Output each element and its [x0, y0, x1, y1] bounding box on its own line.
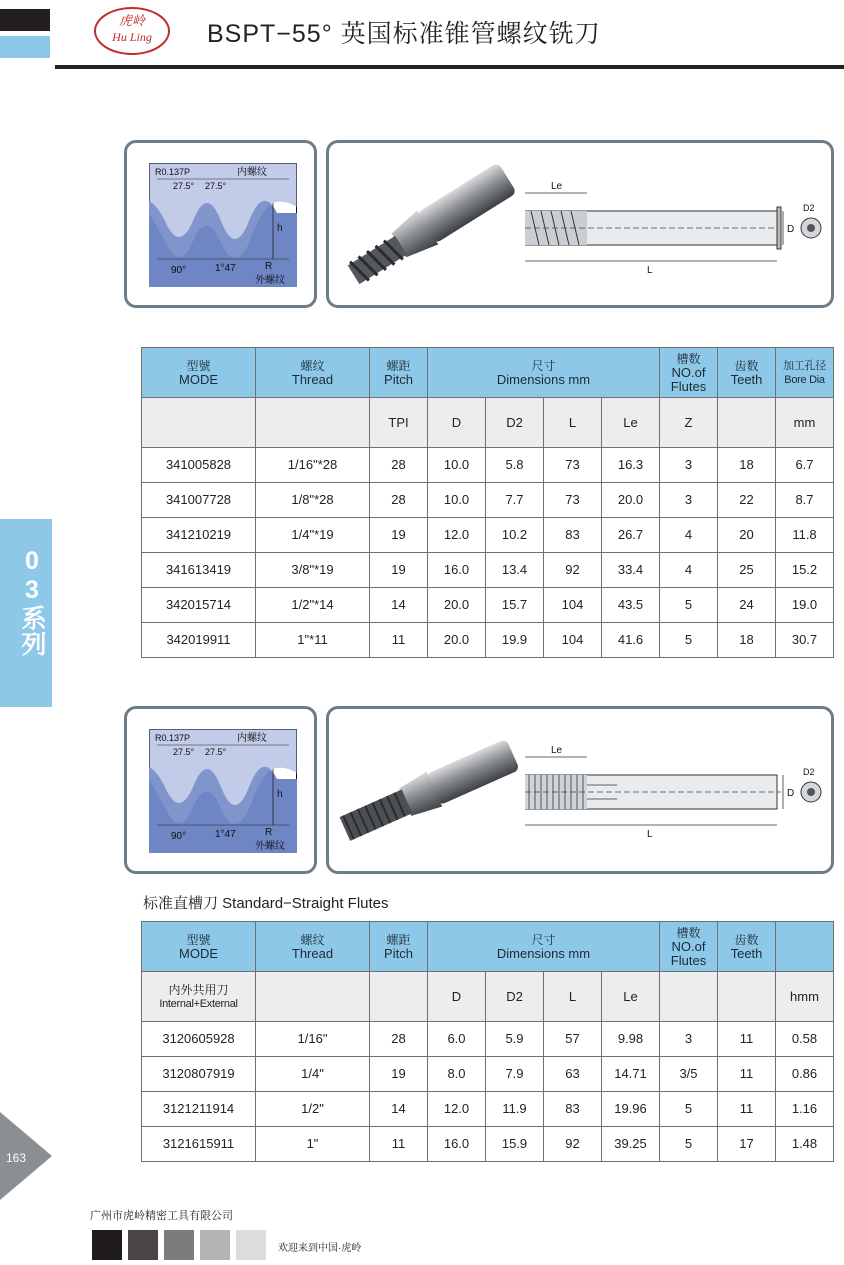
table-cell: 7.9 [486, 1057, 544, 1092]
table-cell: 1.48 [776, 1127, 834, 1162]
series-side-tab [0, 519, 52, 707]
table-cell: 6.7 [776, 448, 834, 483]
sub-cell: hmm [776, 972, 834, 1022]
straight-cutter-drawing [525, 737, 825, 857]
radius-label: R0.137P [155, 733, 191, 743]
table-cell: 1/4"*19 [256, 518, 370, 553]
table-cell: 83 [544, 1092, 602, 1127]
table-cell: 3 [660, 1022, 718, 1057]
table-cell: 14 [370, 1092, 428, 1127]
d2-label: D2 [803, 203, 815, 213]
angle-right-label: 27.5° [205, 181, 227, 191]
table-cell: 22 [718, 483, 776, 518]
table-cell: 73 [544, 483, 602, 518]
table-cell: 63 [544, 1057, 602, 1092]
table-cell: 18 [718, 448, 776, 483]
l-label: L [647, 829, 653, 840]
sub-cell-internal-external: 内外共用刀 Internal+External [142, 972, 256, 1022]
header-teeth: 齿数 Teeth [718, 348, 776, 398]
table-cell: 25 [718, 553, 776, 588]
table-row [142, 553, 834, 588]
table-cell: 57 [544, 1022, 602, 1057]
table-cell: 5 [660, 623, 718, 658]
table-cell: 341005828 [142, 448, 256, 483]
table-cell: 15.2 [776, 553, 834, 588]
table-cell: 39.25 [602, 1127, 660, 1162]
thread-profile-diagram [149, 163, 297, 287]
taper-label: 1°47 [215, 829, 236, 840]
table-row [142, 1092, 834, 1127]
external-thread-label: 外螺纹 [255, 275, 285, 286]
table-header-row [142, 348, 834, 398]
series-side-tab-label: 03系列 [18, 547, 46, 657]
table-cell: 20.0 [428, 623, 486, 658]
table-cell: 19 [370, 518, 428, 553]
h-label: h [277, 789, 283, 800]
table-cell: 19.9 [486, 623, 544, 658]
header-dimensions: 尺寸 Dimensions mm [428, 348, 660, 398]
table-cell: 83 [544, 518, 602, 553]
table-row [142, 588, 834, 623]
h-label: h [277, 223, 283, 234]
table-cell: 1" [256, 1127, 370, 1162]
table-cell: 12.0 [428, 518, 486, 553]
table-cell: 1/16"*28 [256, 448, 370, 483]
table-cell: 104 [544, 623, 602, 658]
angle-right-label: 27.5° [205, 747, 227, 757]
table-header-row [142, 922, 834, 972]
d2-label: D2 [803, 767, 815, 777]
table-cell: 3120605928 [142, 1022, 256, 1057]
color-swatch [236, 1230, 266, 1260]
table-cell: 12.0 [428, 1092, 486, 1127]
table-cell: 6.0 [428, 1022, 486, 1057]
table-cell: 73 [544, 448, 602, 483]
table-cell: 342019911 [142, 623, 256, 658]
right-angle-label: 90° [171, 831, 187, 842]
color-swatch [92, 1230, 122, 1260]
table-cell: 7.7 [486, 483, 544, 518]
table-row [142, 1127, 834, 1162]
color-swatch [200, 1230, 230, 1260]
table-cell: 16.0 [428, 553, 486, 588]
table-cell: 11 [370, 623, 428, 658]
table-cell: 20.0 [602, 483, 660, 518]
table-cell: 28 [370, 483, 428, 518]
table-cell: 3120807919 [142, 1057, 256, 1092]
header-empty [776, 922, 834, 972]
table-cell: 19 [370, 553, 428, 588]
table-row [142, 448, 834, 483]
table-cell: 20.0 [428, 588, 486, 623]
table-cell: 92 [544, 1127, 602, 1162]
tool-panel-2 [326, 706, 834, 874]
le-label: Le [551, 181, 563, 192]
table-cell: 342015714 [142, 588, 256, 623]
sub-cell: D [428, 398, 486, 448]
page-title: BSPT−55° 英国标准锥管螺纹铣刀 [207, 20, 601, 48]
table-subheader-row [142, 972, 834, 1022]
table-cell: 8.7 [776, 483, 834, 518]
sub-cell: Z [660, 398, 718, 448]
company-logo [94, 7, 170, 55]
table-row [142, 1022, 834, 1057]
table-cell: 0.86 [776, 1057, 834, 1092]
external-thread-label: 外螺纹 [255, 841, 285, 852]
sub-cell: D2 [486, 398, 544, 448]
header-mode: 型號 MODE [142, 922, 256, 972]
header-rule [55, 65, 844, 69]
company-name: 广州市虎岭精密工具有限公司 [90, 1210, 233, 1222]
sub-cell: Le [602, 398, 660, 448]
sub-cell: D [428, 972, 486, 1022]
table-row [142, 483, 834, 518]
table-cell: 92 [544, 553, 602, 588]
table-cell: 19.96 [602, 1092, 660, 1127]
color-swatch [164, 1230, 194, 1260]
table-cell: 41.6 [602, 623, 660, 658]
table-row [142, 1057, 834, 1092]
l-label: L [647, 265, 653, 276]
table-cell: 16.0 [428, 1127, 486, 1162]
table-cell: 10.0 [428, 448, 486, 483]
sub-cell [256, 398, 370, 448]
table-cell: 1"*11 [256, 623, 370, 658]
table-cell: 11 [718, 1092, 776, 1127]
taper-label: 1°47 [215, 263, 236, 274]
table-cell: 28 [370, 448, 428, 483]
header-bore-dia: 加工孔径 Bore Dia [776, 348, 834, 398]
straight-cutter-photo [333, 727, 523, 857]
header-thread: 螺纹 Thread [256, 348, 370, 398]
table-row [142, 623, 834, 658]
helical-cutter-photo [333, 161, 523, 291]
sub-cell [370, 972, 428, 1022]
table2-body [142, 1022, 834, 1162]
table-cell: 3/8"*19 [256, 553, 370, 588]
sub-cell: D2 [486, 972, 544, 1022]
table1-body [142, 448, 834, 658]
table-cell: 11.8 [776, 518, 834, 553]
table-cell: 13.4 [486, 553, 544, 588]
angle-left-label: 27.5° [173, 181, 195, 191]
helical-cutter-drawing [525, 173, 825, 293]
right-angle-label: 90° [171, 265, 187, 276]
table-cell: 19 [370, 1057, 428, 1092]
table-cell: 11 [370, 1127, 428, 1162]
header-mode: 型號 MODE [142, 348, 256, 398]
table-cell: 5 [660, 1127, 718, 1162]
table-cell: 3121615911 [142, 1127, 256, 1162]
table-cell: 1/2"*14 [256, 588, 370, 623]
r-label: R [265, 261, 273, 272]
header-flutes: 槽数 NO.of Flutes [660, 348, 718, 398]
table-cell: 26.7 [602, 518, 660, 553]
table-cell: 3 [660, 448, 718, 483]
d-label: D [787, 224, 795, 235]
straight-spec-table [141, 921, 834, 1162]
table-cell: 341613419 [142, 553, 256, 588]
table-cell: 5 [660, 588, 718, 623]
table-cell: 17 [718, 1127, 776, 1162]
table-cell: 4 [660, 553, 718, 588]
table-cell: 3121211914 [142, 1092, 256, 1127]
table-cell: 30.7 [776, 623, 834, 658]
table-cell: 11.9 [486, 1092, 544, 1127]
table-cell: 18 [718, 623, 776, 658]
sub-cell: L [544, 972, 602, 1022]
table-cell: 5 [660, 1092, 718, 1127]
corner-block-blue [0, 36, 50, 58]
helical-spec-table [141, 347, 834, 658]
thread-profile-panel-2 [124, 706, 317, 874]
welcome-text: 欢迎来到中国·虎岭 [278, 1243, 362, 1254]
table-cell: 1/8"*28 [256, 483, 370, 518]
table-cell: 5.8 [486, 448, 544, 483]
table-cell: 43.5 [602, 588, 660, 623]
angle-left-label: 27.5° [173, 747, 195, 757]
table-cell: 9.98 [602, 1022, 660, 1057]
header-flutes: 槽数 NO.of Flutes [660, 922, 718, 972]
table-cell: 19.0 [776, 588, 834, 623]
table-cell: 11 [718, 1022, 776, 1057]
table-cell: 1/4" [256, 1057, 370, 1092]
thread-profile-diagram [149, 729, 297, 853]
sub-cell [718, 972, 776, 1022]
table-cell: 8.0 [428, 1057, 486, 1092]
le-label: Le [551, 745, 563, 756]
table-row [142, 518, 834, 553]
header-pitch: 螺距 Pitch [370, 348, 428, 398]
sub-cell [660, 972, 718, 1022]
page-number: 163 [6, 1151, 27, 1165]
table-cell: 10.0 [428, 483, 486, 518]
header-dimensions: 尺寸 Dimensions mm [428, 922, 660, 972]
tool-panel-1 [326, 140, 834, 308]
table-cell: 28 [370, 1022, 428, 1057]
table-cell: 24 [718, 588, 776, 623]
table-subheader-row [142, 398, 834, 448]
table-cell: 3 [660, 483, 718, 518]
sub-cell [718, 398, 776, 448]
logo-en-text: Hu Ling [112, 30, 152, 44]
sub-cell [142, 398, 256, 448]
internal-thread-label: 内螺纹 [237, 733, 267, 744]
table-cell: 15.9 [486, 1127, 544, 1162]
header-pitch: 螺距 Pitch [370, 922, 428, 972]
table-cell: 1/16" [256, 1022, 370, 1057]
sub-cell: Le [602, 972, 660, 1022]
table-cell: 15.7 [486, 588, 544, 623]
color-swatch [128, 1230, 158, 1260]
d-label: D [787, 788, 795, 799]
table-cell: 33.4 [602, 553, 660, 588]
table-cell: 341007728 [142, 483, 256, 518]
sub-cell: L [544, 398, 602, 448]
sub-cell [256, 972, 370, 1022]
table-cell: 5.9 [486, 1022, 544, 1057]
table-cell: 1/2" [256, 1092, 370, 1127]
table-cell: 1.16 [776, 1092, 834, 1127]
radius-label: R0.137P [155, 167, 191, 177]
table-cell: 11 [718, 1057, 776, 1092]
table-cell: 0.58 [776, 1022, 834, 1057]
header-thread: 螺纹 Thread [256, 922, 370, 972]
thread-profile-panel-1 [124, 140, 317, 308]
table-cell: 20 [718, 518, 776, 553]
table-cell: 14 [370, 588, 428, 623]
table-cell: 10.2 [486, 518, 544, 553]
internal-thread-label: 内螺纹 [237, 167, 267, 178]
table-cell: 104 [544, 588, 602, 623]
table-cell: 16.3 [602, 448, 660, 483]
sub-cell: mm [776, 398, 834, 448]
r-label: R [265, 827, 273, 838]
table-cell: 4 [660, 518, 718, 553]
table-cell: 14.71 [602, 1057, 660, 1092]
logo-cn-text: 虎岭 [118, 14, 145, 29]
header-teeth: 齿数 Teeth [718, 922, 776, 972]
table-cell: 341210219 [142, 518, 256, 553]
corner-block-dark [0, 9, 50, 31]
sub-cell: TPI [370, 398, 428, 448]
section-title-straight-flutes: 标准直槽刀 Standard−Straight Flutes [143, 895, 389, 912]
table-cell: 3/5 [660, 1057, 718, 1092]
